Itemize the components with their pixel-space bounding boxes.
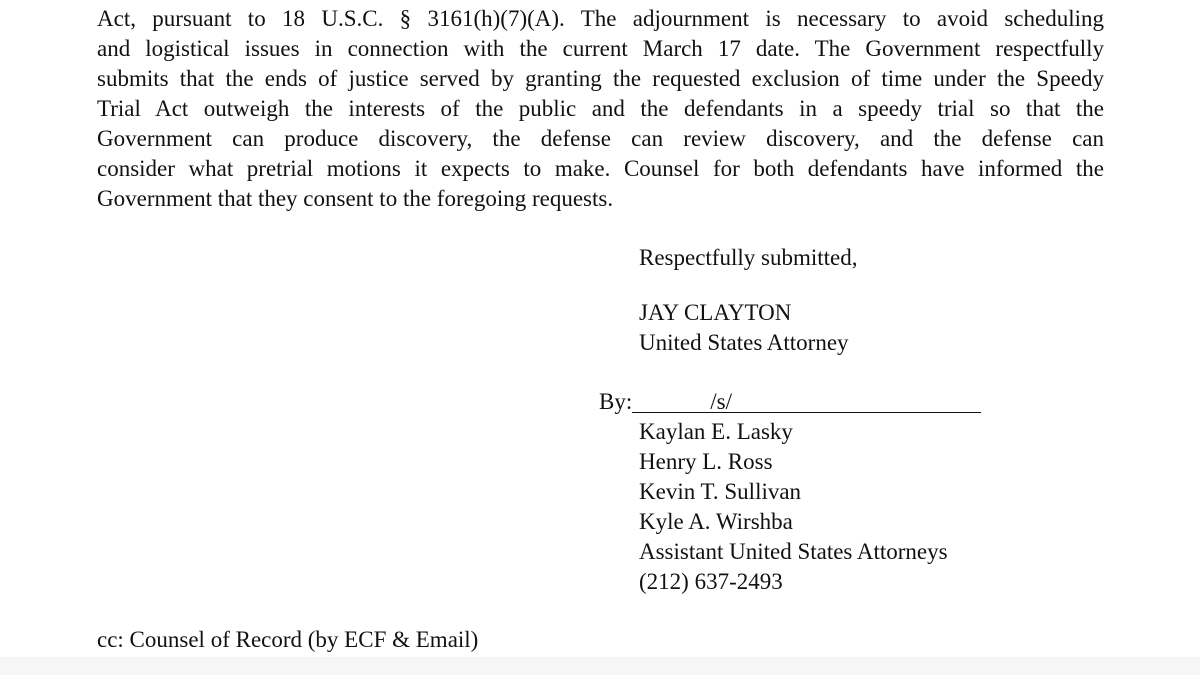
signature-mark: /s/ bbox=[710, 389, 732, 414]
page-bottom-edge bbox=[0, 657, 1200, 675]
signer-name: Kaylan E. Lasky bbox=[639, 419, 793, 444]
phone-number: (212) 637-2493 bbox=[639, 569, 783, 594]
attorney-block bbox=[639, 298, 849, 358]
cc-line: cc: Counsel of Record (by ECF & Email) bbox=[97, 627, 479, 652]
attorney-title: United States Attorney bbox=[639, 330, 849, 355]
body-line: Act, pursuant to 18 U.S.C. § 3161(h)(7)(A). The adjournment is necessary to avoid scheduling bbox=[97, 6, 1104, 31]
signers-block bbox=[639, 417, 948, 597]
body-line: Trial Act outweigh the interests of the public and the defendants in a speedy trial so that the bbox=[97, 96, 1104, 121]
attorney-name: JAY CLAYTON bbox=[639, 300, 792, 325]
signer-name: Kyle A. Wirshba bbox=[639, 509, 793, 534]
body-paragraph bbox=[97, 4, 1104, 214]
by-label: By: bbox=[599, 389, 633, 414]
body-line: Government can produce discovery, the defense can review discovery, and the defense can bbox=[97, 126, 1104, 151]
body-line: submits that the ends of justice served by granting the requested exclusion of time under the Speedy bbox=[97, 66, 1104, 91]
signature-line bbox=[632, 387, 981, 413]
closing-salutation: Respectfully submitted, bbox=[639, 245, 858, 270]
signature-row bbox=[599, 387, 981, 417]
body-line: consider what pretrial motions it expects to make. Counsel for both defendants have informed the bbox=[97, 156, 1104, 181]
cropped-previous-line bbox=[0, 0, 1200, 3]
body-line: and logistical issues in connection with the current March 17 date. The Government respectfully bbox=[97, 36, 1104, 61]
signers-title: Assistant United States Attorneys bbox=[639, 539, 948, 564]
signer-name: Kevin T. Sullivan bbox=[639, 479, 802, 504]
signer-name: Henry L. Ross bbox=[639, 449, 773, 474]
body-line: Government that they consent to the foregoing requests. bbox=[97, 186, 614, 211]
